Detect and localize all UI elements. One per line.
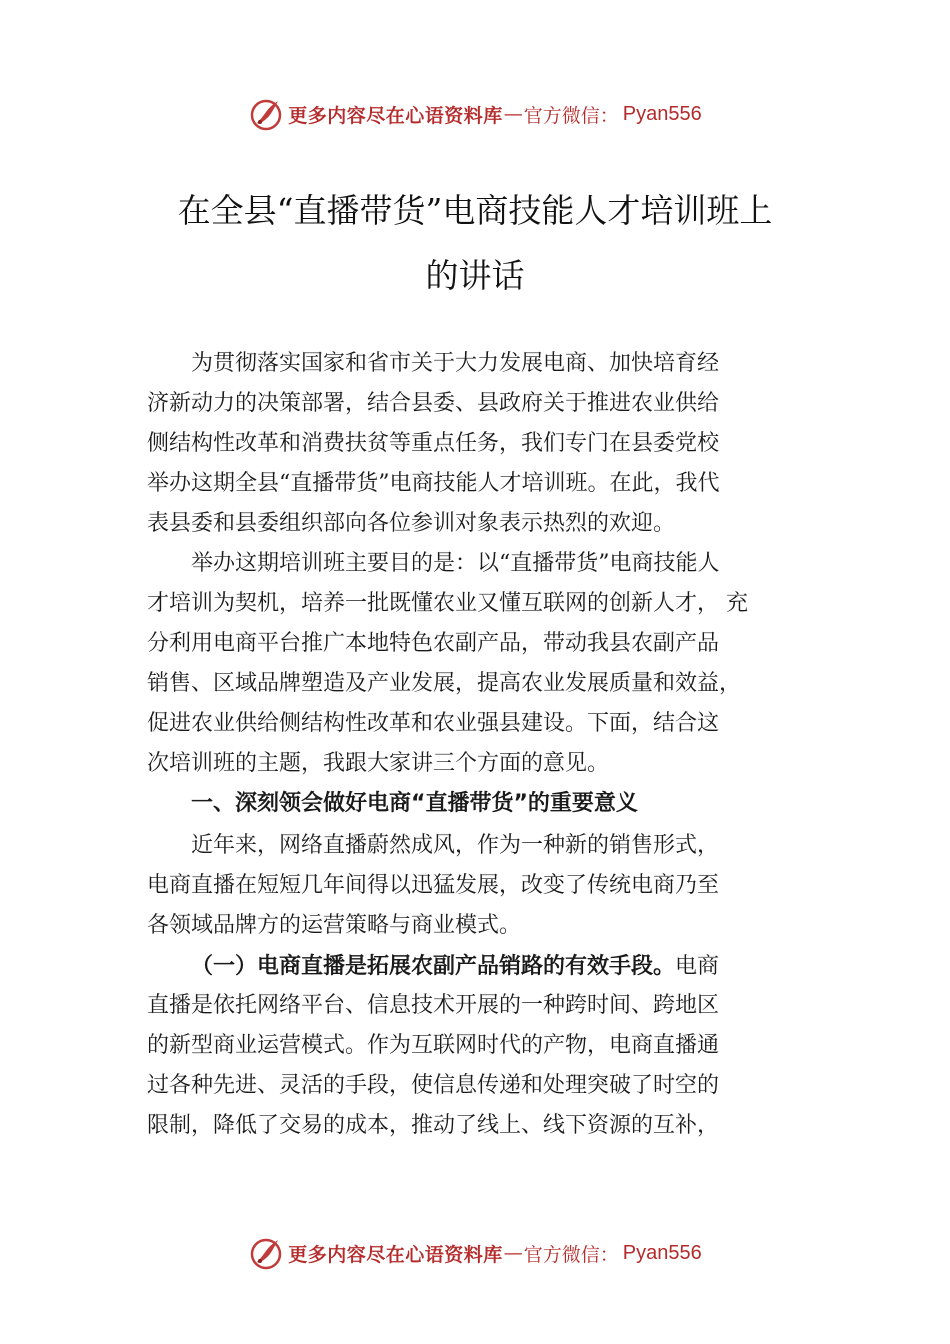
document-title-line-1: 在全县“直播带货”电商技能人才培训班上 <box>177 191 773 230</box>
paragraph-2-line: 促进农业供给侧结构性改革和农业强县建设。下面，结合这 <box>147 711 720 736</box>
paragraph-1-line: 为贯彻落实国家和省市关于大力发展电商、加快培育经 <box>191 351 720 376</box>
paragraph-1-line: 举办这期全县“直播带货”电商技能人才培训班。在此，我代 <box>147 471 720 496</box>
paragraph-4-lead: （一）电商直播是拓展农副产品销路的有效手段。 <box>191 953 676 979</box>
watermark-banner-top <box>0 94 950 134</box>
watermark-wechat-id: Pyan556 <box>622 102 702 125</box>
paragraph-2-line: 举办这期培训班主要目的是：以“直播带货”电商技能人 <box>191 551 720 576</box>
watermark-text: 更多内容尽在心语资料库 <box>288 1243 503 1266</box>
paragraph-2-line: 才培训为契机，培养一批既懂农业又懂互联网的创新人才， 充 <box>147 591 748 616</box>
paragraph-3-line: 各领域品牌方的运营策略与商业模式。 <box>147 913 522 938</box>
paragraph-4-first-line <box>147 946 819 986</box>
watermark-dash: — <box>503 1242 523 1264</box>
paragraph-2-line: 销售、区域品牌塑造及产业发展，提高农业发展质量和效益， <box>147 671 742 696</box>
paragraph-4-line: 过各种先进、灵活的手段，使信息传递和处理突破了时空的 <box>147 1073 720 1098</box>
paragraph-3-line: 电商直播在短短几年间得以迅猛发展，改变了传统电商乃至 <box>147 873 720 898</box>
watermark-dash: — <box>503 103 523 125</box>
paragraph-4-line: 的新型商业运营模式。作为互联网时代的产物，电商直播通 <box>147 1033 720 1058</box>
paragraph-1-line: 表县委和县委组织部向各位参训对象表示热烈的欢迎。 <box>147 511 676 536</box>
paragraph-2-line: 次培训班的主题，我跟大家讲三个方面的意见。 <box>147 751 610 776</box>
brush-logo-icon <box>248 1235 284 1271</box>
paragraph-1-line: 济新动力的决策部署，结合县委、县政府关于推进农业供给 <box>147 391 720 416</box>
watermark-wechat-label: 官方微信： <box>523 104 619 127</box>
paragraph-1-line: 侧结构性改革和消费扶贫等重点任务，我们专门在县委党校 <box>147 431 720 456</box>
paragraph-3-line: 近年来，网络直播蔚然成风，作为一种新的销售形式， <box>191 833 720 858</box>
brush-logo-icon <box>248 96 284 132</box>
watermark-text: 更多内容尽在心语资料库 <box>288 104 503 127</box>
watermark-banner-bottom <box>0 1233 950 1273</box>
section-heading-1: 一、深刻领会做好电商“直播带货”的重要意义 <box>191 791 638 816</box>
paragraph-4-first-rest: 电商 <box>675 954 720 979</box>
paragraph-2-line: 分利用电商平台推广本地特色农副产品，带动我县农副产品 <box>147 631 720 656</box>
watermark-wechat-label: 官方微信： <box>523 1243 619 1266</box>
paragraph-4-line: 限制，降低了交易的成本，推动了线上、线下资源的互补， <box>147 1113 720 1138</box>
paragraph-4-line: 直播是依托网络平台、信息技术开展的一种跨时间、跨地区 <box>147 993 720 1018</box>
document-title-line-2: 的讲话 <box>425 256 525 295</box>
watermark-wechat-id: Pyan556 <box>622 1241 702 1264</box>
